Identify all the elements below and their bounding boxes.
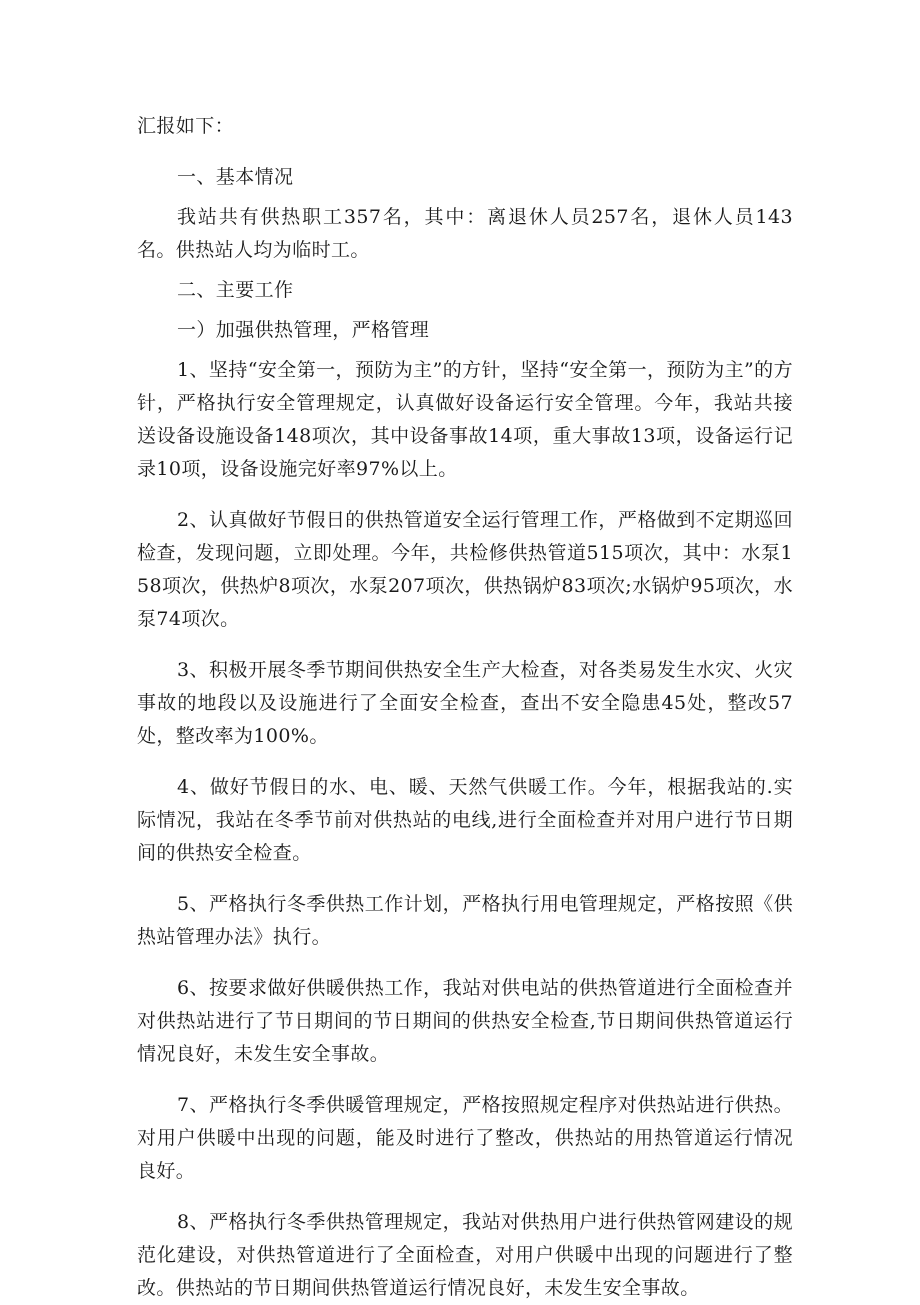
subsection-heading-management: 一）加强供热管理，严格管理 [177, 319, 430, 341]
list-item-5: 5、严格执行冬季供热工作计划，严格执行用电管理规定，严格按照《供热站管理办法》执行。 [137, 893, 793, 948]
opening-line: 汇报如下： [137, 115, 235, 137]
list-item-4: 4、做好节假日的水、电、暖、天然气供暖工作。今年，根据我站的.实际情况，我站在冬季节前对供热站的电线,进行全面检查并对用户进行节日期间的供热安全检查。 [137, 776, 793, 864]
list-item-6: 6、按要求做好供暖供热工作，我站对供电站的供热管道进行全面检查并对供热站进行了节日期间的节日期间的供热安全检查,节日期间供热管道运行情况良好，未发生安全事故。 [137, 977, 793, 1065]
section-heading-basic-info: 一、基本情况 [177, 166, 294, 188]
section-heading-main-work: 二、主要工作 [177, 279, 294, 301]
paragraph-basic-info: 我站共有供热职工357名，其中：离退休人员257名，退休人员143名。供热站人均为临时工。 [137, 206, 793, 261]
list-item-7: 7、严格执行冬季供暖管理规定，严格按照规定程序对供热站进行供热。对用户供暖中出现的问题，能及时进行了整改，供热站的用热管道运行情况良好。 [137, 1094, 793, 1182]
document-page [137, 110, 793, 1305]
list-item-2: 2、认真做好节假日的供热管道安全运行管理工作，严格做到不定期巡回检查，发现问题，立即处理。今年，共检修供热管道515项次，其中：水泵158项次，供热炉8项次，水泵207项次，供热锅炉83项次;水锅炉95项次，水泵74项次。 [137, 509, 793, 630]
list-item-1: 1、坚持“安全第一，预防为主”的方针，坚持“安全第一，预防为主”的方针，严格执行安全管理规定，认真做好设备运行安全管理。今年，我站共接送设备设施设备148项次，其中设备事故14项，重大事故13项，设备运行记录10项，设备设施完好率97%以上。 [137, 359, 793, 480]
list-item-3: 3、积极开展冬季节期间供热安全生产大检查，对各类易发生水灾、火灾事故的地段以及设施进行了全面安全检查，查出不安全隐患45处，整改57处，整改率为100%。 [137, 659, 793, 747]
list-item-8: 8、严格执行冬季供热管理规定，我站对供热用户进行供热管网建设的规范化建设，对供热管道进行了全面检查，对用户供暖中出现的问题进行了整改。供热站的节日期间供热管道运行情况良好，未发生安全事故。 [137, 1211, 793, 1299]
